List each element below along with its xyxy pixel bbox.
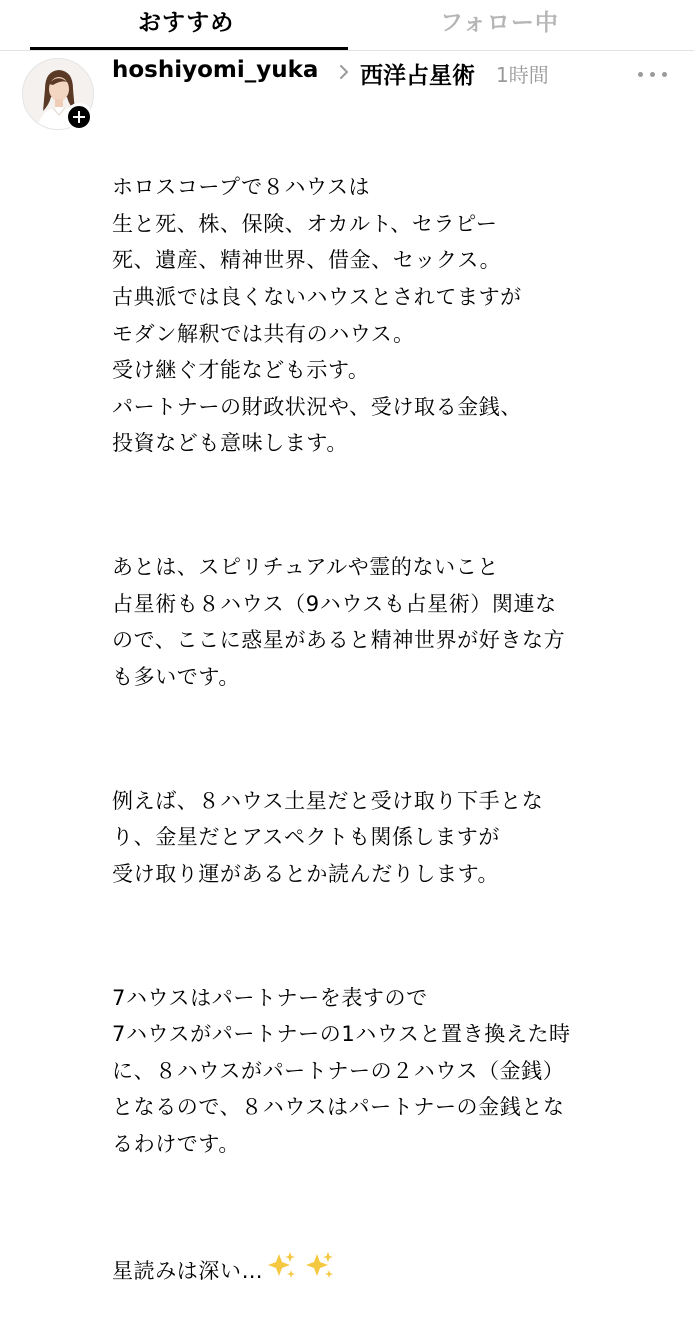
post-time: 1時間	[496, 63, 549, 87]
post-paragraph: あとは、スピリチュアルや霊的ないこと 占星術も８ハウス（9ハウスも占星術）関連な ので、ここに惑星があると精神世界が好きな方 も多いです。	[112, 555, 566, 689]
tab-following[interactable]: フォロー中	[440, 10, 559, 36]
post-paragraph: ホロスコープで８ハウスは 生と死、株、保険、オカルト、セラピー 死、遺産、精神世界、借金、セックス。 古典派では良くないハウスとされてますが モダン解釈では共有のハウス。 受け継ぐ才能なども示す。 パートナーの財政状況や、受け取る金銭、 投資なども意味します。	[112, 175, 522, 456]
tab-recommended[interactable]: おすすめ	[138, 10, 235, 36]
plus-icon-bar	[73, 116, 85, 118]
sparkles-icon	[265, 1250, 337, 1292]
post-paragraph: 7ハウスはパートナーを表すので 7ハウスがパートナーの1ハウスと置き換えた時 に、８ハウスがパートナーの２ハウス（金銭） となるので、８ハウスはパートナーの金銭とな るわけです。	[112, 985, 571, 1157]
post-paragraph: 星読みは深い…	[112, 1258, 264, 1283]
post-body	[112, 96, 672, 1342]
more-options-button[interactable]	[638, 72, 668, 80]
avatar-container	[22, 58, 94, 130]
active-tab-indicator	[30, 47, 348, 50]
feed-tabs	[0, 0, 694, 51]
follow-button[interactable]	[65, 103, 93, 131]
post-last-line	[112, 1250, 672, 1292]
username[interactable]: hoshiyomi_yuka	[112, 57, 319, 83]
topic-tag[interactable]: 西洋占星術	[360, 63, 475, 89]
post-paragraph: 例えば、８ハウス土星だと受け取り下手とな り、金星だとアスペクトも関係しますが 受け取り運があるとか読んだりします。	[112, 788, 544, 886]
chevron-right-icon	[334, 62, 354, 82]
more-dot	[650, 72, 655, 77]
more-dot	[662, 72, 667, 77]
more-horizontal-icon	[638, 72, 643, 77]
